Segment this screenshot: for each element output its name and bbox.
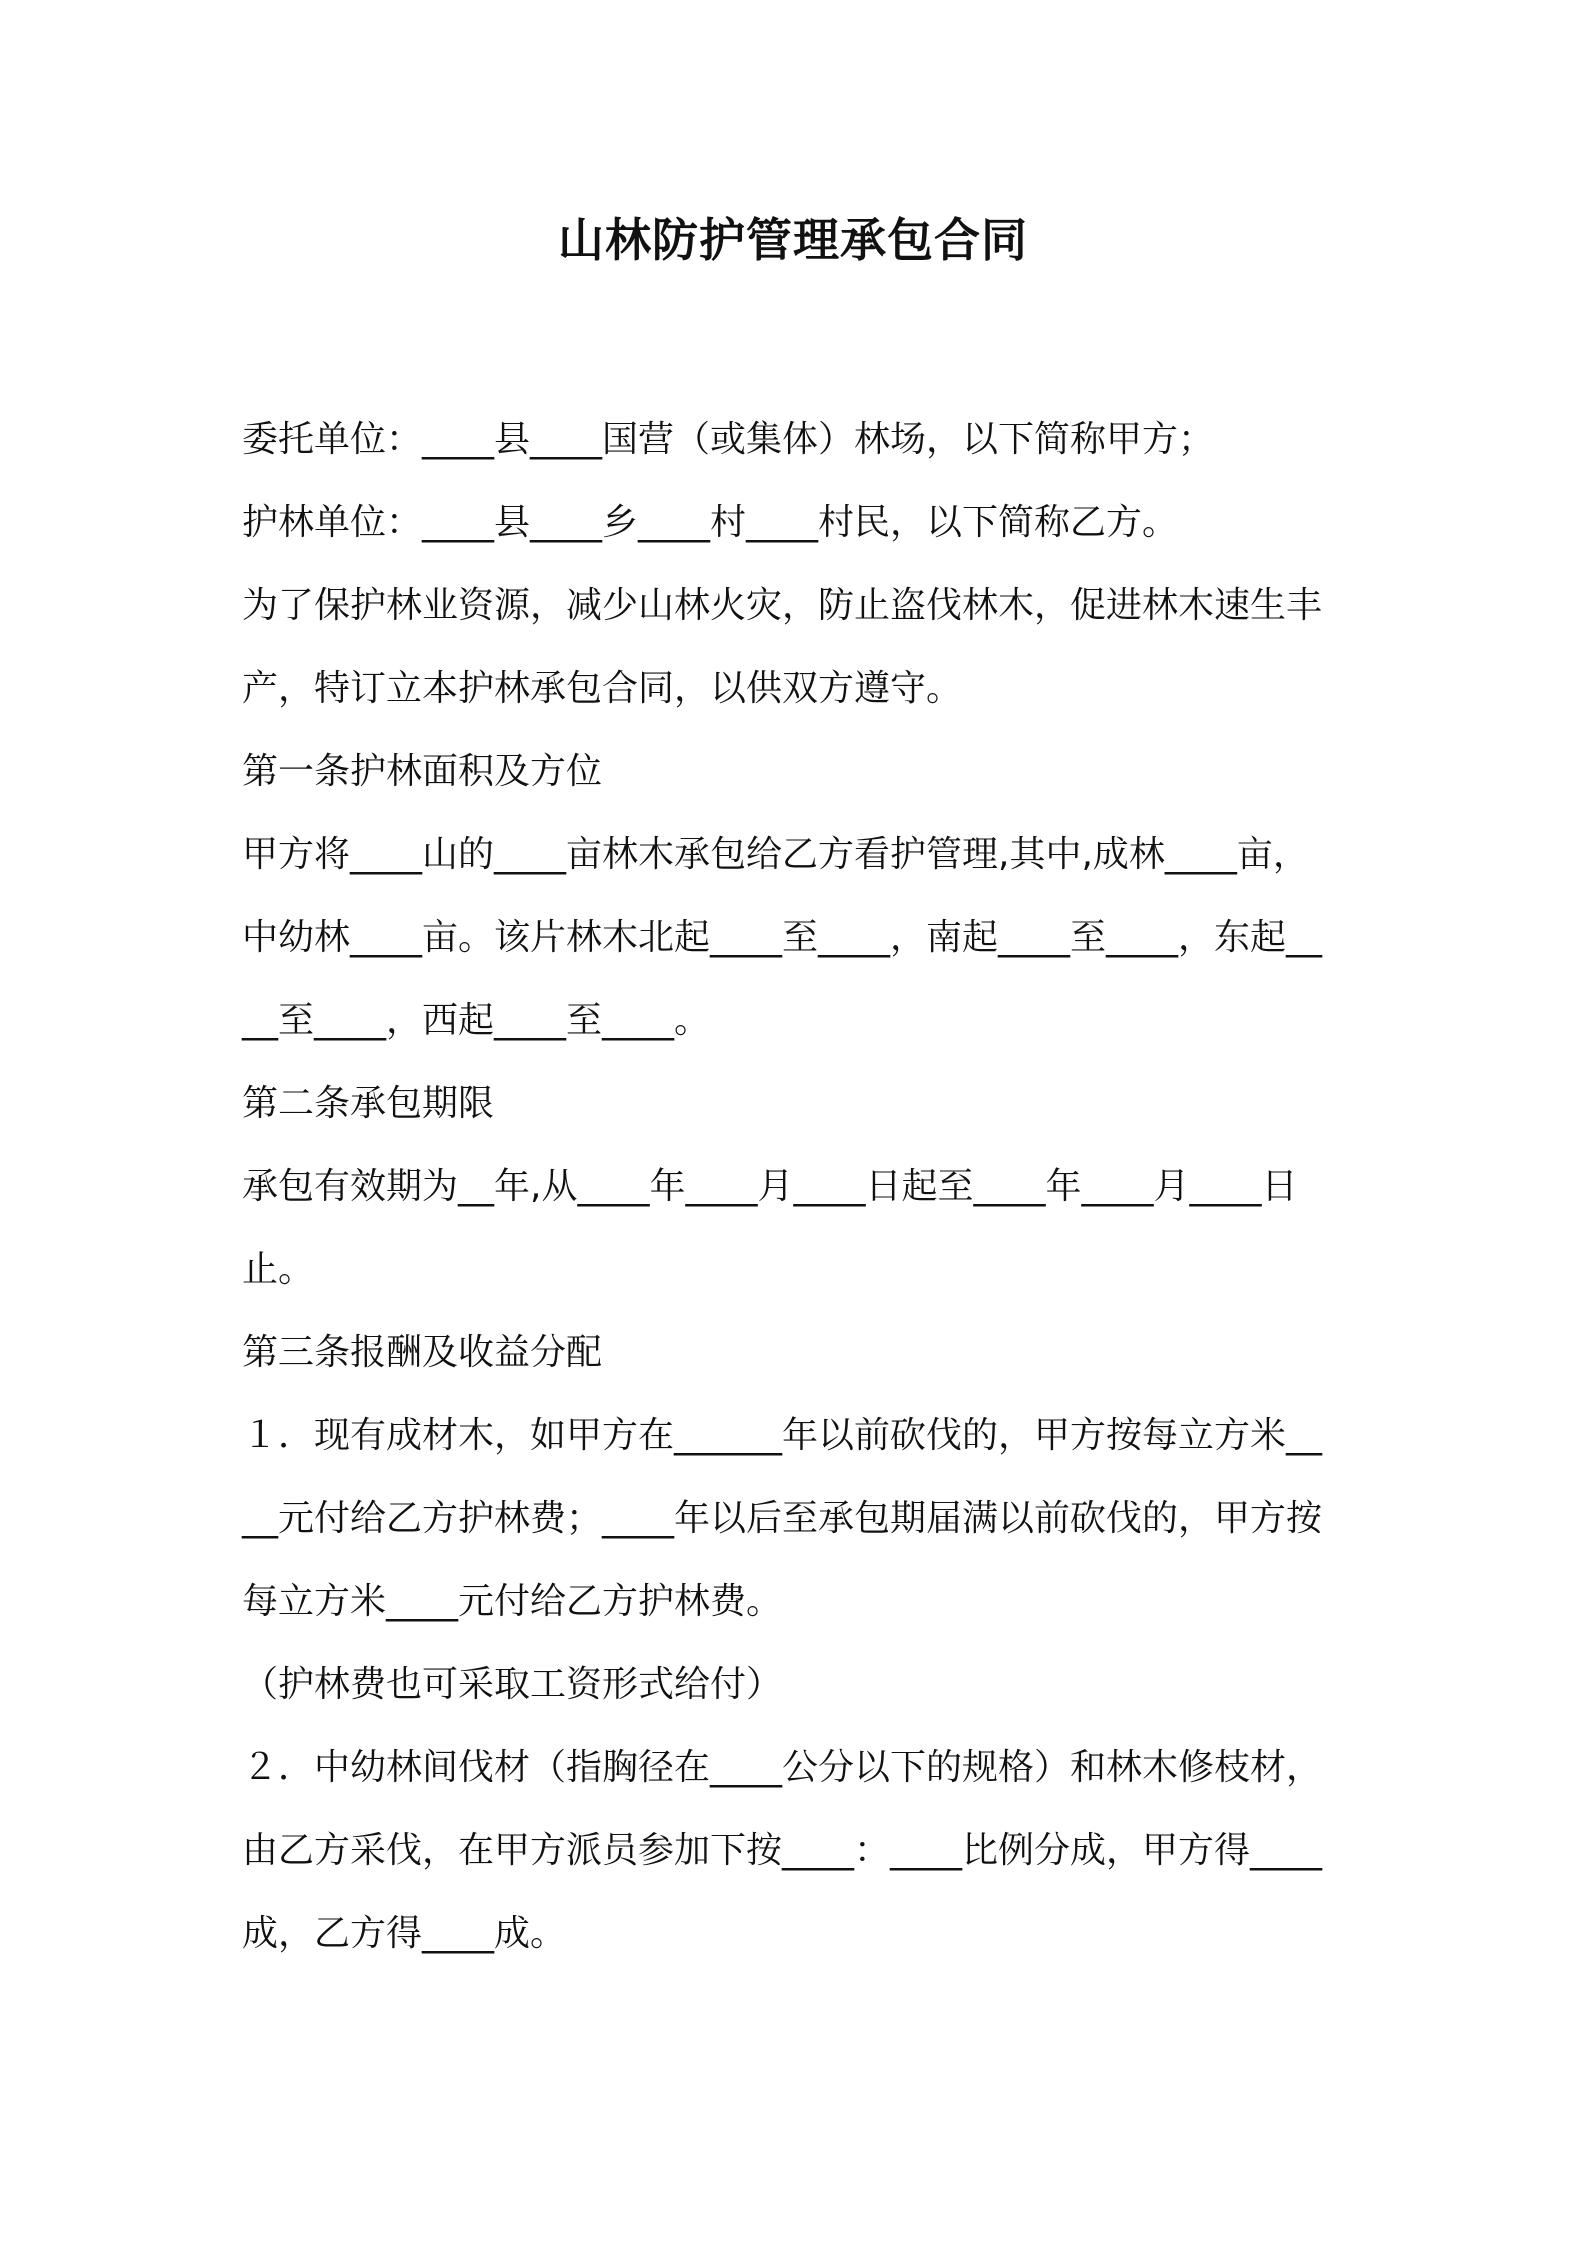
article-3-note: （护林费也可采取工资形式给付） <box>242 1664 783 1705</box>
document-title: 山林防护管理承包合同 <box>558 213 1028 267</box>
article-1-text-line-2: 中幼林____亩。该片林木北起____至____，南起____至____，东起__ <box>242 917 1323 958</box>
article-2-text-line-1: 承包有效期为__年,从____年____月____日起至____年____月____日 <box>242 1166 1298 1207</box>
article-2-text-line-2: 止。 <box>242 1249 315 1290</box>
article-3-item-1-line-2: __元付给乙方护林费；____年以后至承包期届满以前砍伐的，甲方按 <box>242 1498 1323 1539</box>
article-3-item-2-line-1: ２．中幼林间伐材（指胸径在____公分以下的规格）和林木修枝材， <box>242 1747 1323 1788</box>
paragraph-entrusting-party: 委托单位：____县____国营（或集体）林场，以下简称甲方； <box>242 419 1215 460</box>
article-3-item-2-line-2: 由乙方采伐，在甲方派员参加下按____：____比例分成，甲方得____ <box>242 1830 1323 1871</box>
article-3-item-1-line-3: 每立方米____元付给乙方护林费。 <box>242 1581 783 1622</box>
article-3-heading: 第三条报酬及收益分配 <box>242 1332 603 1373</box>
article-1-text-line-3: __至____，西起____至____。 <box>242 1000 711 1041</box>
article-2-heading: 第二条承包期限 <box>242 1083 495 1124</box>
article-3-item-1-line-1: １．现有成材木，如甲方在______年以前砍伐的，甲方按每立方米__ <box>242 1415 1323 1456</box>
article-1-text-line-1: 甲方将____山的____亩林木承包给乙方看护管理,其中,成林____亩， <box>242 834 1309 875</box>
paragraph-forest-protection-party: 护林单位：____县____乡____村____村民，以下简称乙方。 <box>242 502 1179 543</box>
paragraph-purpose-line-1: 为了保护林业资源，减少山林火灾，防止盗伐林木，促进林木速生丰 <box>242 585 1323 626</box>
paragraph-purpose-line-2: 产，特订立本护林承包合同，以供双方遵守。 <box>242 668 963 709</box>
article-1-heading: 第一条护林面积及方位 <box>242 751 603 792</box>
article-3-item-2-line-3: 成，乙方得____成。 <box>242 1913 567 1954</box>
